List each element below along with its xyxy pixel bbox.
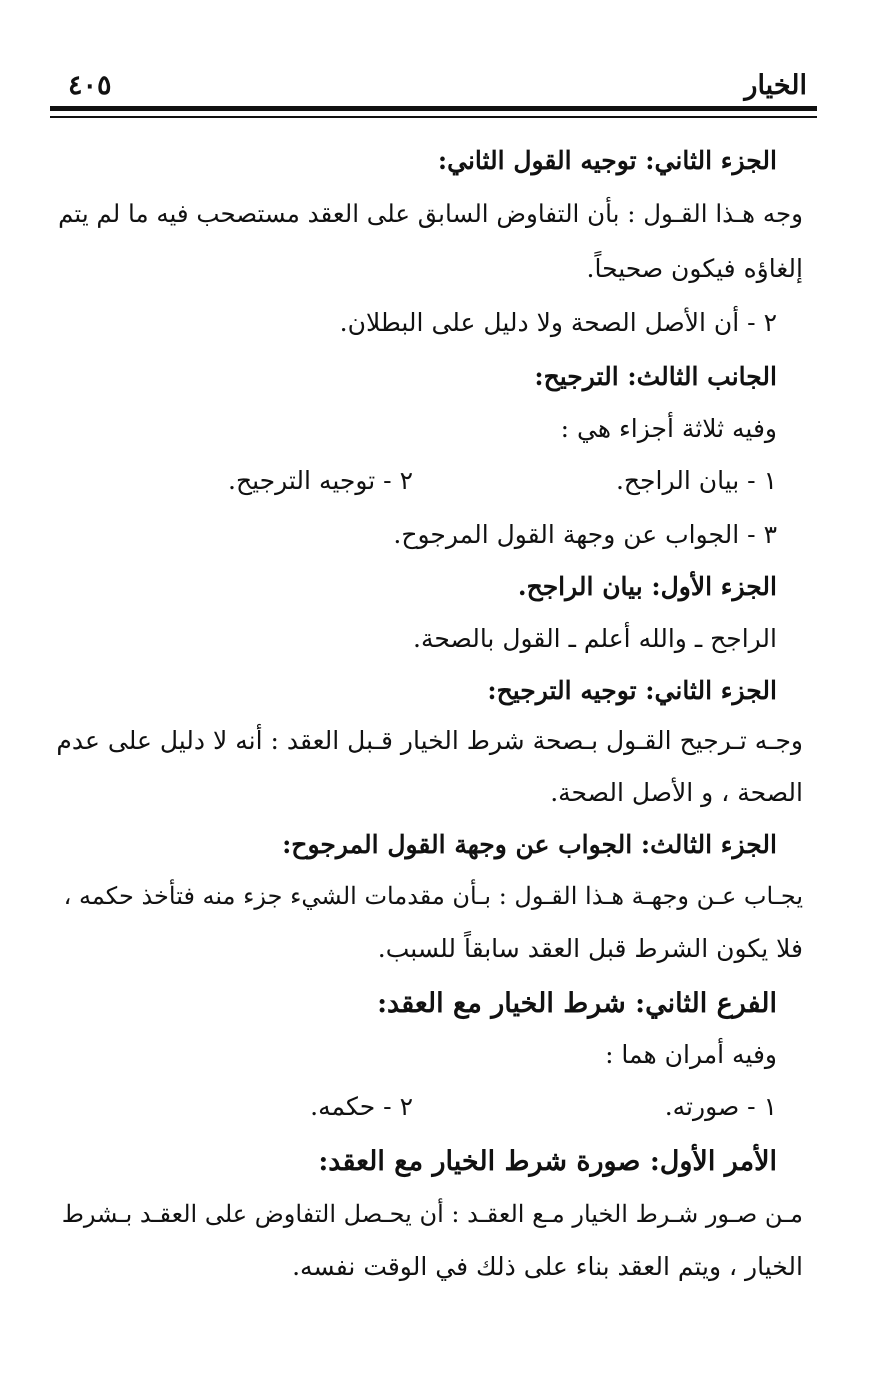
heading-third-aspect: الجانب الثالث: الترجيح: [534, 362, 777, 391]
heading-part-three: الجزء الثالث: الجواب عن وجهة القول المرجوح: [282, 830, 777, 859]
paragraph-line: الصحة ، و الأصل الصحة. [550, 778, 803, 807]
paragraph-line: الراجح ـ والله أعلم ـ القول بالصحة. [413, 624, 777, 653]
heading-part-one: الجزء الأول: بيان الراجح. [517, 572, 777, 601]
paragraph-line: إلغاؤه فيكون صحيحاً. [586, 254, 803, 283]
header-rule-thin [50, 116, 817, 118]
paragraph-line: الخيار ، ويتم العقد بناء على ذلك في الوقت نفسه. [292, 1252, 803, 1281]
list-item: ٢ - توجيه الترجيح. [228, 466, 413, 495]
running-title: الخيار [744, 70, 807, 101]
list-item: ١ - صورته. [664, 1092, 777, 1121]
paragraph-line: وفيه ثلاثة أجزاء هي : [560, 414, 777, 443]
heading-first-matter: الأمر الأول: صورة شرط الخيار مع العقد: [318, 1146, 777, 1177]
heading-part-two-weighting: الجزء الثاني: توجيه الترجيح: [487, 676, 777, 705]
paragraph-line: وفيه أمران هما : [605, 1040, 777, 1069]
heading-part-two: الجزء الثاني: توجيه القول الثاني: [437, 146, 777, 175]
paragraph-line: فلا يكون الشرط قبل العقد سابقاً للسبب. [377, 934, 803, 963]
page-header [50, 60, 817, 104]
list-item: ٢ - أن الأصل الصحة ولا دليل على البطلان. [339, 308, 777, 337]
paragraph-line: وجه هـذا القـول : بأن التفاوض السابق على العقد مستصحب فيه ما لم يتم [58, 199, 803, 228]
header-rule-thick [50, 106, 817, 111]
paragraph-line: يجـاب عـن وجهـة هـذا القـول : بـأن مقدمات الشيء جزء منه فتأخذ حكمه ، [63, 882, 803, 910]
paragraph-line: وجـه تـرجيح القـول بـصحة شرط الخيار قـبل العقد : أنه لا دليل على عدم [56, 726, 803, 755]
list-item: ١ - بيان الراجح. [615, 466, 777, 495]
list-item: ٣ - الجواب عن وجهة القول المرجوح. [393, 520, 777, 549]
page-number: ٤٠٥ [68, 70, 112, 101]
list-item: ٢ - حكمه. [310, 1092, 413, 1121]
heading-branch-two: الفرع الثاني: شرط الخيار مع العقد: [377, 988, 777, 1019]
paragraph-line: مـن صـور شـرط الخيار مـع العقـد : أن يحـصل التفاوض على العقـد بـشرط [61, 1200, 803, 1228]
